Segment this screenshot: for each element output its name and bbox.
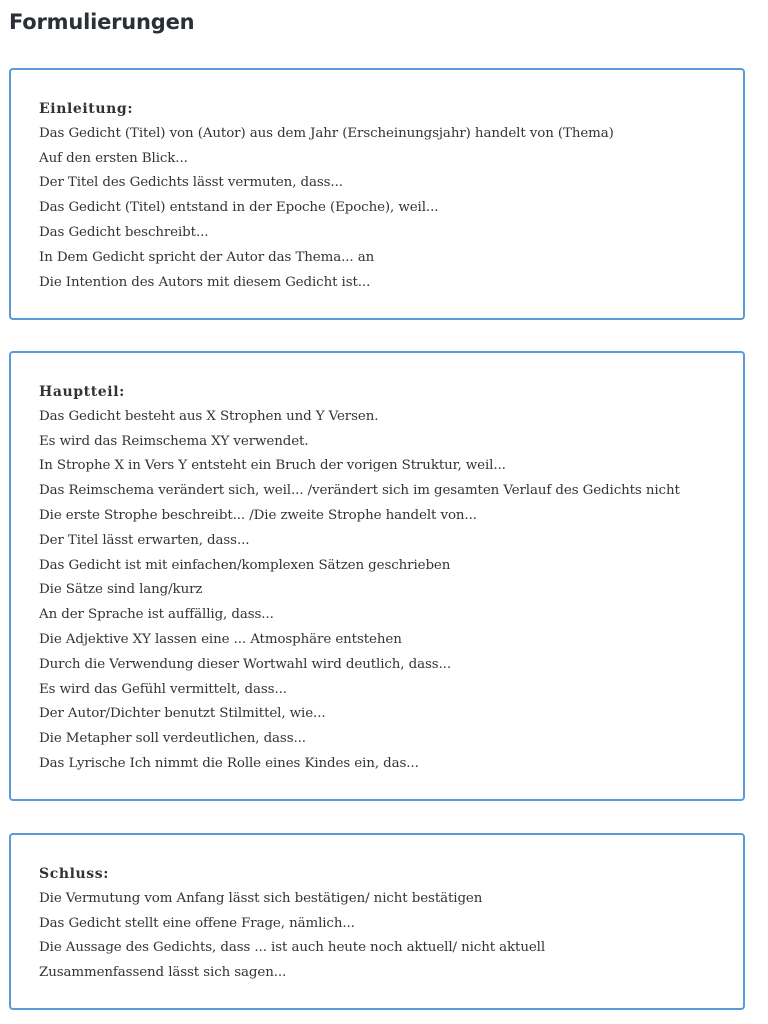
list-item: Es wird das Reimschema XY verwendet. — [39, 433, 309, 449]
hauptteil-heading: Hauptteil: — [39, 384, 125, 400]
list-item: Die erste Strophe beschreibt... /Die zweite Strophe handelt von... — [39, 507, 477, 523]
hauptteil-list — [39, 405, 743, 777]
list-item: Das Gedicht stellt eine offene Frage, nämlich... — [39, 915, 355, 931]
list-item: Das Gedicht beschreibt... — [39, 224, 209, 240]
list-item: Das Gedicht besteht aus X Strophen und Y Versen. — [39, 408, 379, 424]
list-item: In Strophe X in Vers Y entsteht ein Bruch der vorigen Struktur, weil... — [39, 458, 506, 474]
einleitung-heading: Einleitung: — [39, 101, 134, 117]
schluss-list — [39, 887, 743, 986]
list-item: Der Titel des Gedichts lässt vermuten, dass... — [39, 175, 343, 191]
list-item: Das Reimschema verändert sich, weil... /verändert sich im gesamten Verlauf des Gedichts nicht — [39, 483, 680, 499]
list-item: Der Autor/Dichter benutzt Stilmittel, wie... — [39, 706, 326, 722]
list-item: Die Vermutung vom Anfang lässt sich bestätigen/ nicht bestätigen — [39, 890, 483, 906]
hauptteil-box — [9, 351, 745, 801]
page-title: Formulierungen — [9, 10, 195, 34]
list-item: Die Aussage des Gedichts, dass ... ist auch heute noch aktuell/ nicht aktuell — [39, 940, 546, 956]
list-item: Die Adjektive XY lassen eine ... Atmosphäre entstehen — [39, 631, 402, 647]
list-item: Die Metapher soll verdeutlichen, dass... — [39, 731, 306, 747]
list-item: Das Lyrische Ich nimmt die Rolle eines Kindes ein, das... — [39, 755, 419, 771]
list-item: Es wird das Gefühl vermittelt, dass... — [39, 681, 287, 697]
list-item: Das Gedicht (Titel) entstand in der Epoche (Epoche), weil... — [39, 200, 439, 216]
einleitung-box — [9, 68, 745, 320]
list-item: Auf den ersten Blick... — [39, 150, 188, 166]
list-item: Durch die Verwendung dieser Wortwahl wird deutlich, dass... — [39, 656, 451, 672]
list-item: In Dem Gedicht spricht der Autor das Thema... an — [39, 249, 375, 265]
list-item: Das Gedicht (Titel) von (Autor) aus dem Jahr (Erscheinungsjahr) handelt von (Thema) — [39, 125, 614, 141]
list-item: Das Gedicht ist mit einfachen/komplexen Sätzen geschrieben — [39, 557, 451, 573]
einleitung-list — [39, 122, 743, 296]
list-item: Der Titel lässt erwarten, dass... — [39, 532, 250, 548]
list-item: An der Sprache ist auffällig, dass... — [39, 607, 274, 623]
list-item: Die Sätze sind lang/kurz — [39, 582, 203, 598]
schluss-box — [9, 833, 745, 1010]
list-item: Zusammenfassend lässt sich sagen... — [39, 965, 287, 981]
list-item: Die Intention des Autors mit diesem Gedicht ist... — [39, 274, 371, 290]
schluss-heading: Schluss: — [39, 866, 110, 882]
